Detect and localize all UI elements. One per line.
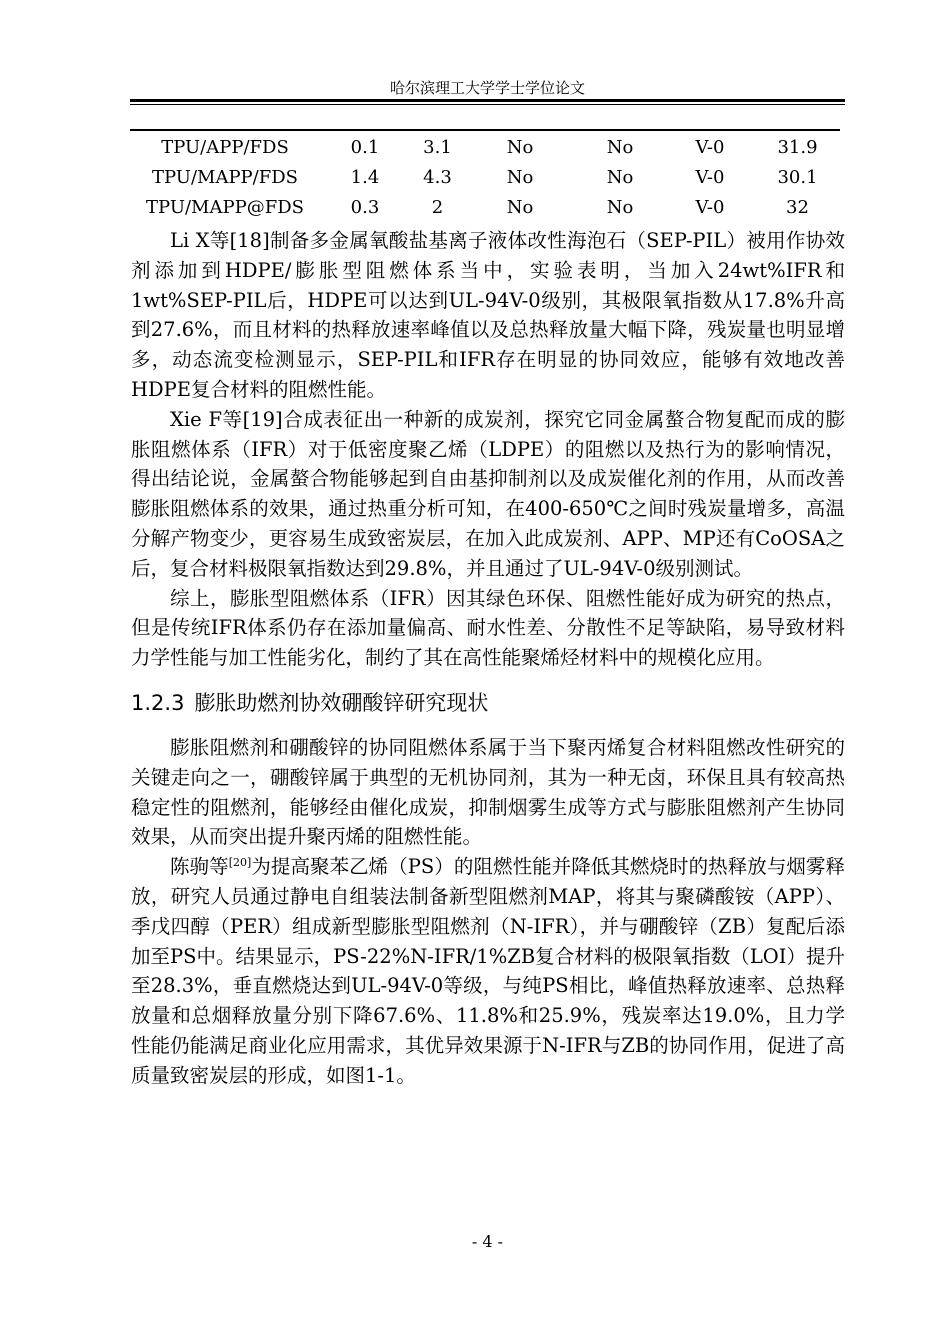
paragraph-chen-ju (131, 852, 845, 1090)
table-cell: TPU/APP/FDS (161, 136, 289, 158)
page-number: - 4 - (471, 1232, 504, 1251)
table-cell: TPU/MAPP/FDS (151, 166, 298, 188)
header-rule-thin (130, 104, 845, 105)
header-rule-thick (130, 99, 845, 102)
table-cell: V-0 (695, 166, 725, 188)
paragraph-synergy: 膨胀阻燃剂和硼酸锌的协同阻燃体系属于当下聚丙烯复合材料阻燃改性研究的关键走向之一，硼酸锌属于典型的无机协同剂，其为一种无卤，环保且具有较高热稳定性的阻燃剂，能够经由催化成炭，抑制烟雾生成等方式与膨胀阻燃剂产生协同效果，从而突出提升聚丙烯的阻燃性能。 (131, 736, 845, 849)
body-text-block-2 (131, 733, 845, 1091)
running-header: 哈尔滨理工大学学士学位论文 (389, 79, 585, 97)
data-table (130, 132, 840, 222)
paragraph-xie-f: Xie F等[19]合成表征出一种新的成炭剂，探究它同金属螯合物复配而成的膨胀阻燃体系（IFR）对于低密度聚乙烯（LDPE）的阻燃以及热行为的影响情况，得出结论说，金属螯合物能够起到自由基抑制剂以及成炭催化剂的作用，从而改善膨胀阻燃体系的效果，通过热重分析可知，在400-650℃之间时残炭量增多，高温分解产物变少，更容易生成致密炭层，在加入此成炭剂、APP、MP还有CoOSA之后，复合材料极限氧指数达到29.8%，并且通过了UL-94V-0级别测试。 (131, 407, 845, 580)
table-top-rule (130, 129, 840, 131)
table-cell: No (606, 136, 634, 158)
table-cell: 0.3 (350, 196, 380, 218)
table-cell: 31.9 (777, 136, 818, 158)
body-text-block-1 (131, 226, 845, 673)
table-cell: 0.1 (350, 136, 380, 158)
table-cell: No (506, 196, 534, 218)
table-row (130, 162, 840, 192)
table-cell: 30.1 (777, 166, 818, 188)
table-cell: No (606, 166, 634, 188)
table-cell: V-0 (695, 196, 725, 218)
table-cell: No (506, 166, 534, 188)
table-cell: 3.1 (423, 136, 452, 158)
table-cell: V-0 (695, 136, 725, 158)
table-cell: 1.4 (350, 166, 380, 188)
table-row (130, 132, 840, 162)
section-heading (131, 688, 845, 718)
paragraph-li-x: Li X等[18]制备多金属氧酸盐基离子液体改性海泡石（SEP-PIL）被用作协效剂添加到HDPE/膨胀型阻燃体系当中，实验表明，当加入24wt%IFR和1wt%SEP-PIL后，HDPE可以达到UL-94V-0级别，其极限氧指数从17.8%升高到27.6%，而且材料的热释放速率峰值以及总热释放量大幅下降，残炭量也明显增多，动态流变检测显示，SEP-PIL和IFR存在明显的协同效应，能够有效地改善HDPE复合材料的阻燃性能。 (131, 229, 845, 401)
table-cell: 32 (786, 196, 809, 218)
table-cell: No (506, 136, 534, 158)
section-title: 膨胀助燃剂协效硼酸锌研究现状 (194, 691, 489, 715)
paragraph-chen-ju-body: 为提高聚苯乙烯（PS）的阻燃性能并降低其燃烧时的热释放与烟雾释放，研究人员通过静电自组装法制备新型阻燃剂MAP，将其与聚磷酸铵（APP）、季戊四醇（PER）组成新型膨胀型阻燃剂（N-IFR），并与硼酸锌（ZB）复配后添加至PS中。结果显示，PS-22%N-IFR/1%ZB复合材料的极限氧指数（LOI）提升至28.3%，垂直燃烧达到UL-94V-0等级，与纯PS相比，峰值热释放速率、总热释放量和总烟释放量分别下降67.6%、11.8%和25.9%，残炭率达19.0%，且力学性能仍能满足商业化应用需求，其优异效果源于N-IFR与ZB的协同作用，促进了高质量致密炭层的形成，如图1-1。 (131, 855, 845, 1087)
paragraph-summary: 综上，膨胀型阻燃体系（IFR）因其绿色环保、阻燃性能好成为研究的热点，但是传统IFR体系仍存在添加量偏高、耐水性差、分散性不足等缺陷，易导致材料力学性能与加工性能劣化，制约了其在高性能聚烯烃材料中的规模化应用。 (131, 586, 845, 670)
table-cell: No (606, 196, 634, 218)
section-number: 1.2.3 (131, 691, 185, 715)
table-cell: 4.3 (423, 166, 452, 188)
table-cell: 2 (431, 196, 444, 218)
table-cell: TPU/MAPP@FDS (146, 196, 304, 218)
citation-author: 陈驹等 (170, 855, 229, 879)
table-row (130, 192, 840, 222)
citation-ref: [20] (228, 856, 252, 870)
